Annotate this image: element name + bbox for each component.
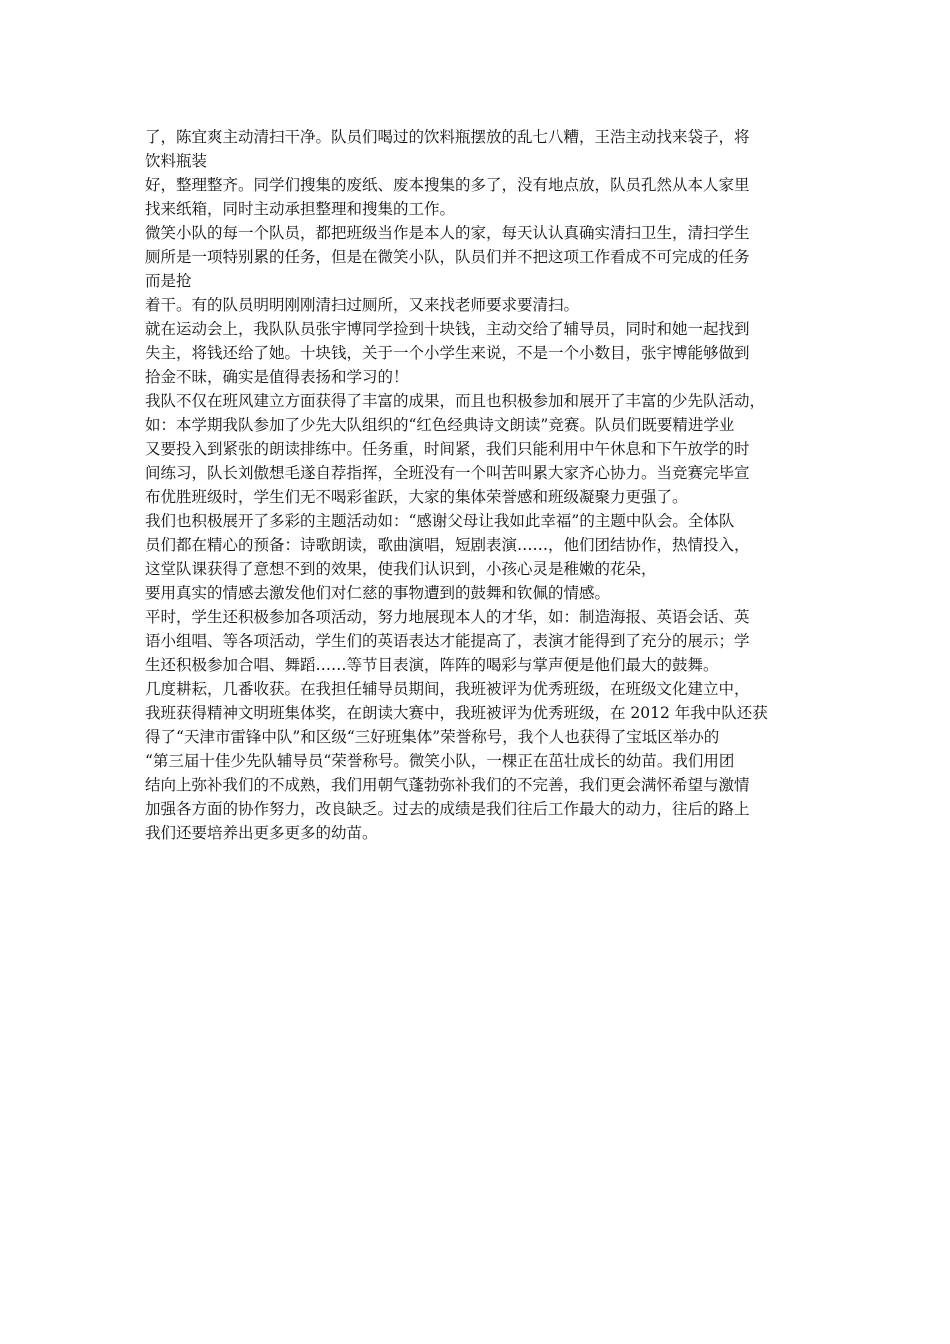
text-line: 厕所是一项特别累的任务，但是在微笑小队，队员们并不把这项工作看成不可完成的任务 [145,248,750,266]
text-line: 好，整理整齐。同学们搜集的废纸、废本搜集的多了，没有地点放，队员孔然从本人家里 [145,176,750,194]
text-line: 生还积极参加合唱、舞蹈……等节目表演，阵阵的喝彩与掌声便是他们最大的鼓舞。 [145,656,719,674]
text-line: 我们还要培养出更多更多的幼苗。 [145,824,378,842]
text-line: 找来纸箱，同时主动承担整理和搜集的工作。 [145,200,456,218]
text-line: 布优胜班级时，学生们无不喝彩雀跃，大家的集体荣誉感和班级凝聚力更强了。 [145,488,688,506]
text-line: 平时，学生还积极参加各项活动，努力地展现本人的才华，如：制造海报、英语会话、英 [145,608,750,626]
body-text [145,125,815,845]
text-line: 员们都在精心的预备：诗歌朗读，歌曲演唱，短剧表演……，他们团结协作，热情投入， [145,536,750,554]
text-line: 这堂队课获得了意想不到的效果，使我们认识到，小孩心灵是稚嫩的花朵， [145,560,657,578]
text-line: 了，陈宜爽主动清扫干净。队员们喝过的饮料瓶摆放的乱七八糟，王浩主动找来袋子，将 [145,128,750,146]
text-line: 我队不仅在班风建立方面获得了丰富的成果，而且也积极参加和展开了丰富的少先队活动， [145,392,766,410]
text-line: 要用真实的情感去激发他们对仁慈的事物遭到的鼓舞和钦佩的情感。 [145,584,611,602]
text-line: 又要投入到紧张的朗读排练中。任务重，时间紧，我们只能利用中午休息和下午放学的时 [145,440,750,458]
text-line: 得了“天津市雷锋中队”和区级“三好班集体”荣誉称号，我个人也获得了宝坻区举办的 [145,728,720,746]
text-line: 失主，将钱还给了她。十块钱，关于一个小学生来说，不是一个小数目，张宇博能够做到 [145,344,750,362]
text-line: 就在运动会上，我队队员张宇博同学捡到十块钱，主动交给了辅导员，同时和她一起找到 [145,320,750,338]
text-line: 加强各方面的协作努力，改良缺乏。过去的成绩是我们往后工作最大的动力，往后的路上 [145,800,750,818]
text-line: 着干。有的队员明明刚刚清扫过厕所，又来找老师要求要清扫。 [145,296,580,314]
text-line: 间练习，队长刘傲想毛遂自荐指挥，全班没有一个叫苦叫累大家齐心协力。当竞赛完毕宣 [145,464,750,482]
text-line: 如：本学期我队参加了少先大队组织的“红色经典诗文朗读”竞赛。队员们既要精进学业 [145,416,735,434]
text-line: 语小组唱、等各项活动，学生们的英语表达才能提高了，表演才能得到了充分的展示；学 [145,632,750,650]
text-line: 拾金不昧，确实是值得表扬和学习的！ [145,368,409,386]
text-line: 微笑小队的每一个队员，都把班级当作是本人的家，每天认认真确实清扫卫生，清扫学生 [145,224,750,242]
text-line: 而是抢 [145,272,192,290]
text-line: 我们也积极展开了多彩的主题活动如：“感谢父母让我如此幸福”的主题中队会。全体队 [145,512,735,530]
text-line: 结向上弥补我们的不成熟，我们用朝气蓬勃弥补我们的不完善，我们更会满怀希望与激情 [145,776,750,794]
text-line: 几度耕耘，几番收获。在我担任辅导员期间，我班被评为优秀班级，在班级文化建立中， [145,680,750,698]
text-line: 我班获得精神文明班集体奖，在朗读大赛中，我班被评为优秀班级，在 2012 年我中队还获 [145,704,768,722]
text-line: 饮料瓶装 [145,152,208,170]
text-line: “第三届十佳少先队辅导员“荣誉称号。微笑小队，一棵正在茁壮成长的幼苗。我们用团 [145,752,735,770]
